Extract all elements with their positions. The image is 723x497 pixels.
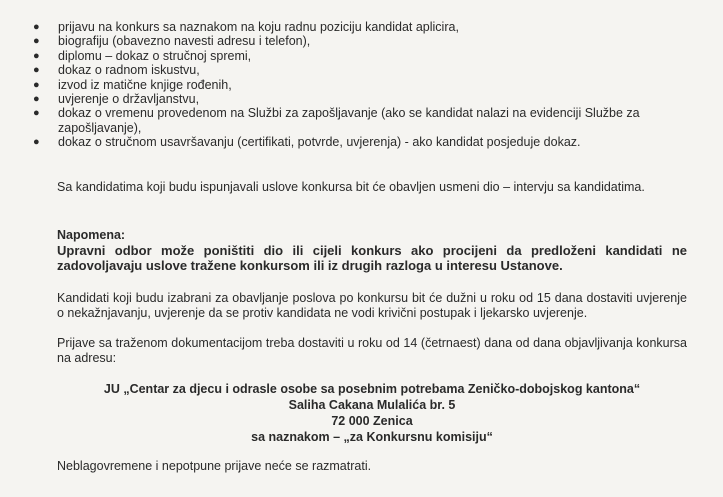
submission-paragraph: Prijave sa traženom dokumentacijom treba dostaviti u roku od 14 (četrnaest) dana od dana objavljivanja konkursa na adresu: (57, 336, 687, 365)
address-line-institution: JU „Centar za djecu i odrasle osobe sa posebnim potrebama Zeničko-dobojskog kantona“ (103, 382, 641, 396)
interview-paragraph: Sa kandidatima koji budu ispunjavali uslove konkursa bit će obavljen usmeni dio – intervju sa kandidatima. (57, 180, 645, 194)
list-item: ● dokaz o radnom iskustvu, (33, 63, 200, 78)
list-item: ● uvjerenje o državljanstvu, (33, 92, 200, 107)
list-item: ● prijavu na konkurs sa naznakom na koju radnu poziciju kandidat aplicira, (33, 20, 459, 34)
closing-paragraph: Neblagovremene i nepotpune prijave neće se razmatrati. (57, 459, 372, 473)
address-line-notation: sa naznakom – „za Konkursnu komisiju“ (251, 430, 493, 444)
note-text: Upravni odbor može poništiti dio ili cijeli konkurs ako procijeni da predloženi kandidati ne zadovoljavaju uslove tražene konkursom ili iz drugih razloga u interesu Ustanove. (57, 243, 687, 273)
list-item: ● izvod iz matične knjige rođenih, (33, 77, 232, 92)
address-line-city: 72 000 Zenica (331, 414, 413, 428)
list-item: ● diplomu – dokaz o stručnoj spremi, (33, 48, 252, 63)
requirements-list (30, 20, 700, 150)
list-item: ● dokaz o vremenu provedenom na Službi za zapošljavanje (ako se kandidat nalazi na evidenciji Službe za zapošljavanje), (33, 106, 640, 135)
selected-candidates-paragraph: Kandidati koji budu izabrani za obavljanje poslova po konkursu bit će dužni u roku od 15 dana dostaviti uvjerenje o nekažnjavanju, uvjerenje da se protiv kandidata ne vodi krivični postupak i ljekarsko uvjerenje. (57, 291, 687, 320)
list-item: ● dokaz o stručnom usavršavanju (certifikati, potvrde, uvjerenja) - ako kandidat posjeduje dokaz. (33, 135, 581, 150)
list-item: ● biografiju (obavezno navesti adresu i telefon), (33, 34, 311, 49)
address-line-street: Saliha Cakana Mulalića br. 5 (288, 398, 456, 412)
note-label: Napomena: (57, 228, 126, 242)
